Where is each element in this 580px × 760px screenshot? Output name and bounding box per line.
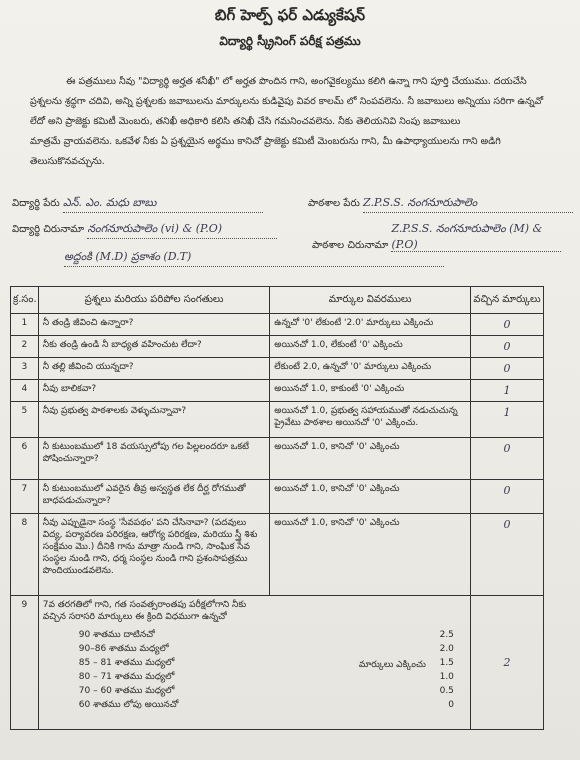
- intro-line: మాత్రమే వ్రాయవలెను. ఒకవేళ నీకు ఏ ప్రశ్నయైన అర్థము కానిచో ప్రాజెక్టు కమిటీ మెంబరును గాని, మీ ఉపాధ్యాయులను గాని అడిగి: [30, 136, 501, 147]
- row-question-with-grades: [38, 596, 470, 730]
- table-header-row: [11, 287, 544, 314]
- row-number: 9: [11, 596, 39, 730]
- grade-label: 70 – 60 శాతము మధ్యలో: [78, 686, 175, 696]
- screening-table: [10, 286, 544, 730]
- row-marks-rule: అయినచో 1.0, కానిచో '0' ఎక్కించు: [270, 438, 471, 480]
- row-question: నీవు బాలికవా?: [38, 380, 270, 402]
- grade-item: [43, 642, 466, 656]
- row-question: నీ తల్లి జీవించి యున్నదా?: [38, 358, 270, 380]
- row-number: 4: [11, 380, 39, 402]
- col-header-marks-obtained: వచ్చిన మార్కులు: [470, 287, 543, 314]
- table-row: [11, 336, 544, 358]
- grade-label: 85 – 81 శాతము మధ్యలో: [78, 658, 175, 668]
- row-question: నీవు ప్రభుత్వ పాఠశాలకు వెళ్ళుచున్నావా?: [38, 402, 270, 438]
- table-row: [11, 358, 544, 380]
- row-score[interactable]: 0: [470, 480, 543, 514]
- row-score[interactable]: 1: [470, 380, 543, 402]
- row-number: 8: [11, 514, 39, 596]
- address-line2-value[interactable]: అద్దంకి (M.D) ప్రకాశం (D.T): [64, 250, 444, 267]
- table-row: [11, 596, 544, 730]
- intro-line: ఈ పత్రములు నీవు "విద్యార్థి అర్హత శనీఖీ" లో అర్హత పొందిన గాని, అంగవైకల్యము కలిగి ఉన్నా గాని పూర్తి చేయుము. దయచేసి: [66, 76, 527, 87]
- row-question: నీ కుటుంబములో ఎవరైన తీవ్ర అస్వస్థత లేక దీర్ఘ రోగముతో బాధపడుచున్నారా?: [38, 480, 270, 514]
- grade-item: [43, 698, 466, 712]
- row-question: నీకు తండ్రి ఉండి నీ బాధ్యత వహించుట లేదా?: [38, 336, 270, 358]
- row-score[interactable]: 0: [470, 314, 543, 336]
- row-number: 6: [11, 438, 39, 480]
- address-line2-field[interactable]: [64, 250, 444, 267]
- col-header-questions: ప్రశ్నలు మరియు పరిపోల సంగతులు: [38, 287, 270, 314]
- row-number: 5: [11, 402, 39, 438]
- row-score[interactable]: 2: [470, 596, 543, 730]
- student-address-value[interactable]: నంగనూరుపాలెం (vi) & (P.O): [87, 222, 277, 239]
- grade-mark: 2.5: [439, 630, 454, 640]
- grade-mark: 2.0: [439, 644, 454, 654]
- school-address-label: పాఠశాల చిరునామా: [312, 240, 389, 251]
- row-marks-rule: అయినచో 1.0, కాకుంటే '0' ఎక్కించు: [270, 380, 471, 402]
- col-header-serial: క్ర.సం.: [11, 287, 39, 314]
- grade-item: [43, 670, 466, 684]
- student-name-value[interactable]: ఎన్. ఎం. మధు బాబు: [63, 196, 263, 213]
- table-row: [11, 480, 544, 514]
- row-score[interactable]: 0: [470, 358, 543, 380]
- student-address-label: విద్యార్థి చిరునామా: [12, 224, 85, 235]
- row-score[interactable]: 0: [470, 336, 543, 358]
- row-marks-rule: అయినచో 1.0, ప్రభుత్వ సహాయముతో నడుచుచున్న ప్రైవేటు పాఠశాల అయినచో '0' ఎక్కించు.: [270, 402, 471, 438]
- row-marks-rule: అయినచో 1.0, కానిచో '0' ఎక్కించు: [270, 514, 471, 596]
- page-subtitle: విద్యార్థి స్క్రీనింగ్ పరీక్ష పత్రము: [219, 34, 361, 48]
- row-marks-rule: అయినచో 1.0, లేకుంటే '0' ఎక్కించు: [270, 336, 471, 358]
- row-question: నీ తండ్రి జీవించి ఉన్నారా?: [38, 314, 270, 336]
- grade-label: 90–86 శాతము మధ్యలో: [78, 644, 169, 654]
- grade-mark: 0: [448, 700, 454, 710]
- grade-label: 90 శాతము దాటినచో: [78, 630, 155, 640]
- student-name-field[interactable]: [12, 196, 263, 213]
- student-name-label: విద్యార్థి పేరు: [12, 198, 60, 209]
- grade-item: [43, 628, 466, 642]
- school-name-field[interactable]: [308, 196, 573, 213]
- row-score[interactable]: 0: [470, 438, 543, 480]
- school-name-value[interactable]: Z.P.S.S. నంగనూరుపాలెం: [363, 196, 573, 213]
- grade-item: [43, 684, 466, 698]
- row-marks-rule: మార్కులు ఎక్కించు: [358, 660, 426, 670]
- grade-mark: 0.5: [439, 686, 454, 696]
- school-address-field[interactable]: [312, 222, 561, 253]
- school-address-value[interactable]: Z.P.S.S. నంగనూరుపాలెం (M) & (P.O): [391, 222, 561, 252]
- intro-line: తెలుసుకొనవచ్చును.: [30, 156, 105, 167]
- grade-mark: 1.0: [439, 672, 454, 682]
- row-question: 7వ తరగతిలో గాని, గత సంవత్సరాంతపు పరీక్షలోగాని నీకు వచ్చిన సరాసరి మార్కులు ఈ క్రింది విధముగా ఉన్నచో: [42, 600, 247, 622]
- row-question: నీవు ఎప్పుడైనా సంస్థ 'సేవపథం' పని చేసినావా? (పదవులు విద్య, పర్యావరణ పరిరక్షణ, ఆరోగ్య పరిరక్షణ, మరియు స్త్రీ శిశు సంక్షేమం మొ.) దీనికి గాను మాత్రా నుండి గాని, సాంఘిక సేవ సంస్థల నుండి గాని, ధర్మ సంస్థల నుండి గాని ప్రశంసాపత్రము పొందియుండవలెను.: [38, 514, 270, 596]
- intro-line: ప్రశ్నలను శ్రద్ధగా చదివి, అన్ని ప్రశ్నలకు జవాబులను మార్కులను కుడివైపు వివర కాలమ్ లో నింపవలెను. నీ జవాబులు అన్నియు సరిగా ఉన్నవో: [30, 96, 544, 107]
- row-score[interactable]: 0: [470, 514, 543, 596]
- row-marks-rule: ఉన్నచో '0' లేకుంటే '2.0' మార్కులు ఎక్కించు: [270, 314, 471, 336]
- table-row: [11, 402, 544, 438]
- row-number: 7: [11, 480, 39, 514]
- row-number: 2: [11, 336, 39, 358]
- table-row: [11, 380, 544, 402]
- row-number: 3: [11, 358, 39, 380]
- row-score[interactable]: 1: [470, 402, 543, 438]
- col-header-marks-detail: మార్కుల వివరములు: [270, 287, 471, 314]
- grade-label: 60 శాతము లోపు అయినచో: [78, 700, 179, 710]
- student-address-field[interactable]: [12, 222, 277, 239]
- row-question: నీ కుటుంబములో 18 వయస్సులోపు గల పిల్లలందరూ ఒకటే పోషించున్నారా?: [38, 438, 270, 480]
- table-row: [11, 314, 544, 336]
- table-row: [11, 514, 544, 596]
- instructions-paragraph: [30, 72, 555, 172]
- row-marks-rule: లేకుంటే 2.0, ఉన్నచో '0' మార్కులు ఎక్కించు: [270, 358, 471, 380]
- intro-line: లేదో అని ప్రాజెక్టు కమిటీ మెంబరు, తనిఖీ అధికారి కలిసి తనిఖీ చేసి గమనించవలెను. నీకు తెలియనివి నింపు జవాబులు: [30, 116, 461, 127]
- grade-mark: 1.5: [439, 658, 454, 668]
- page-title: బిగ్ హెల్ప్ ఫర్ ఎడ్యుకేషన్: [214, 6, 366, 24]
- row-number: 1: [11, 314, 39, 336]
- row-marks-rule: అయినచో 1.0, కానిచో '0' ఎక్కించు: [270, 480, 471, 514]
- table-row: [11, 438, 544, 480]
- school-name-label: పాఠశాల పేరు: [308, 198, 360, 209]
- grade-label: 80 – 71 శాతము మధ్యలో: [78, 672, 175, 682]
